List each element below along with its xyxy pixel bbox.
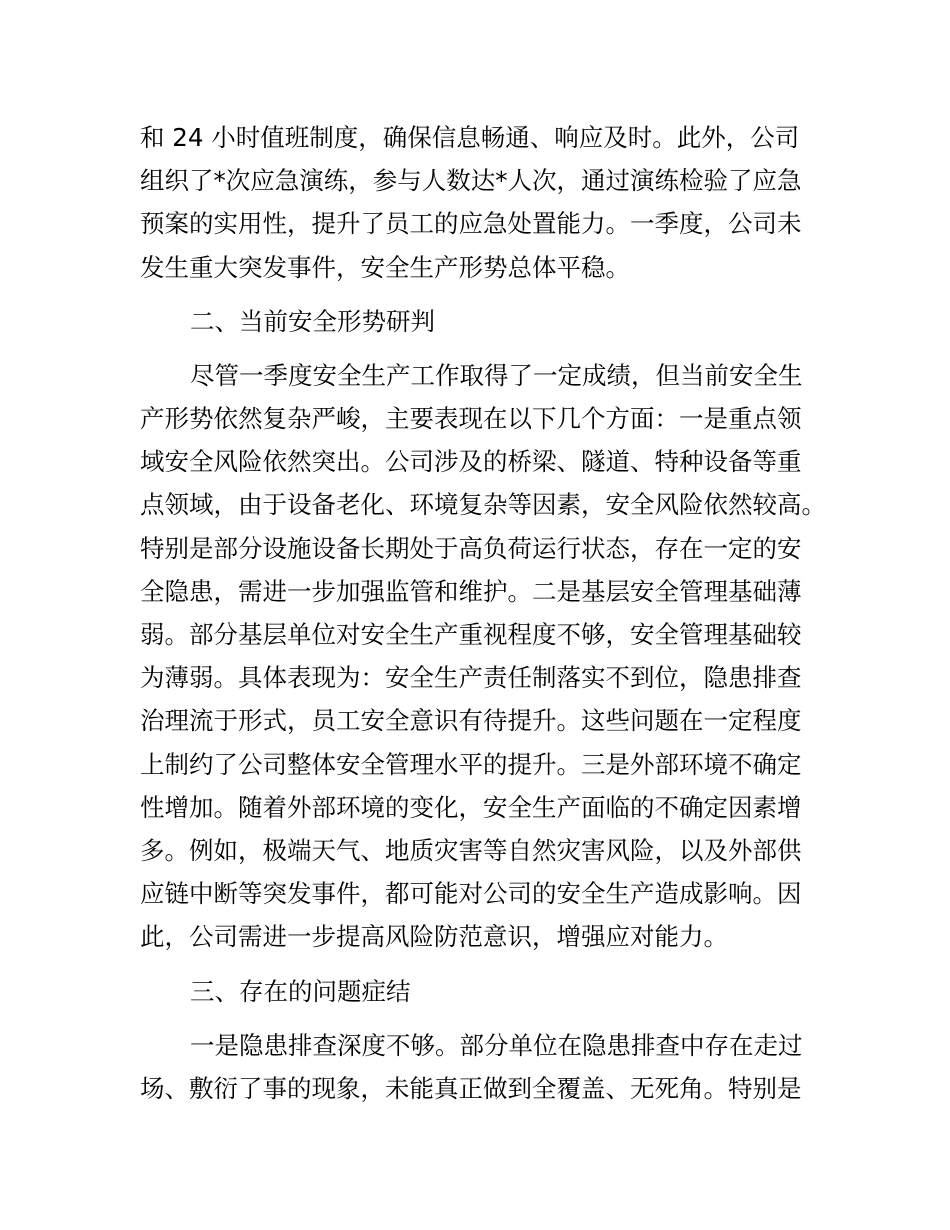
paragraph-line: 点领域，由于设备老化、环境复杂等因素，安全风险依然较高。 [140, 490, 826, 519]
paragraph-line: 多。例如，极端天气、地质灾害等自然灾害风险，以及外部供 [140, 836, 802, 865]
paragraph-line: 为薄弱。具体表现为：安全生产责任制落实不到位，隐患排查 [140, 663, 802, 692]
paragraph-line: 全隐患，需进一步加强监管和维护。二是基层安全管理基础薄 [140, 577, 802, 606]
paragraph-line: 产形势依然复杂严峻，主要表现在以下几个方面：一是重点领 [140, 404, 802, 433]
paragraph-line: 预案的实用性，提升了员工的应急处置能力。一季度，公司未 [140, 209, 802, 238]
paragraph-line: 特别是部分设施设备长期处于高负荷运行状态，存在一定的安 [140, 534, 802, 563]
paragraph-line: 应链中断等突发事件，都可能对公司的安全生产造成影响。因 [140, 879, 802, 908]
paragraph-line: 一是隐患排查深度不够。部分单位在隐患排查中存在走过 [190, 1031, 803, 1060]
paragraph-line: 弱。部分基层单位对安全生产重视程度不够，安全管理基础较 [140, 620, 802, 649]
paragraph-line: 尽管一季度安全生产工作取得了一定成绩，但当前安全生 [190, 361, 803, 390]
paragraph-line: 性增加。随着外部环境的变化，安全生产面临的不确定因素增 [140, 793, 802, 822]
paragraph-line: 域安全风险依然突出。公司涉及的桥梁、隧道、特种设备等重 [140, 447, 802, 476]
paragraph-line: 治理流于形式，员工安全意识有待提升。这些问题在一定程度 [140, 706, 802, 735]
section-heading-3: 三、存在的问题症结 [190, 977, 411, 1006]
paragraph-line: 此，公司需进一步提高风险防范意识，增强应对能力。 [140, 922, 728, 951]
paragraph-line: 和 24 小时值班制度，确保信息畅通、响应及时。此外，公司 [140, 123, 800, 152]
paragraph-line: 组织了*次应急演练，参与人数达*人次，通过演练检验了应急 [140, 166, 802, 195]
section-heading-2: 二、当前安全形势研判 [190, 307, 435, 336]
paragraph-line: 发生重大突发事件，安全生产形势总体平稳。 [140, 253, 630, 282]
paragraph-line: 场、敷衍了事的现象，未能真正做到全覆盖、无死角。特别是 [140, 1074, 802, 1103]
paragraph-line: 上制约了公司整体安全管理水平的提升。三是外部环境不确定 [140, 750, 802, 779]
